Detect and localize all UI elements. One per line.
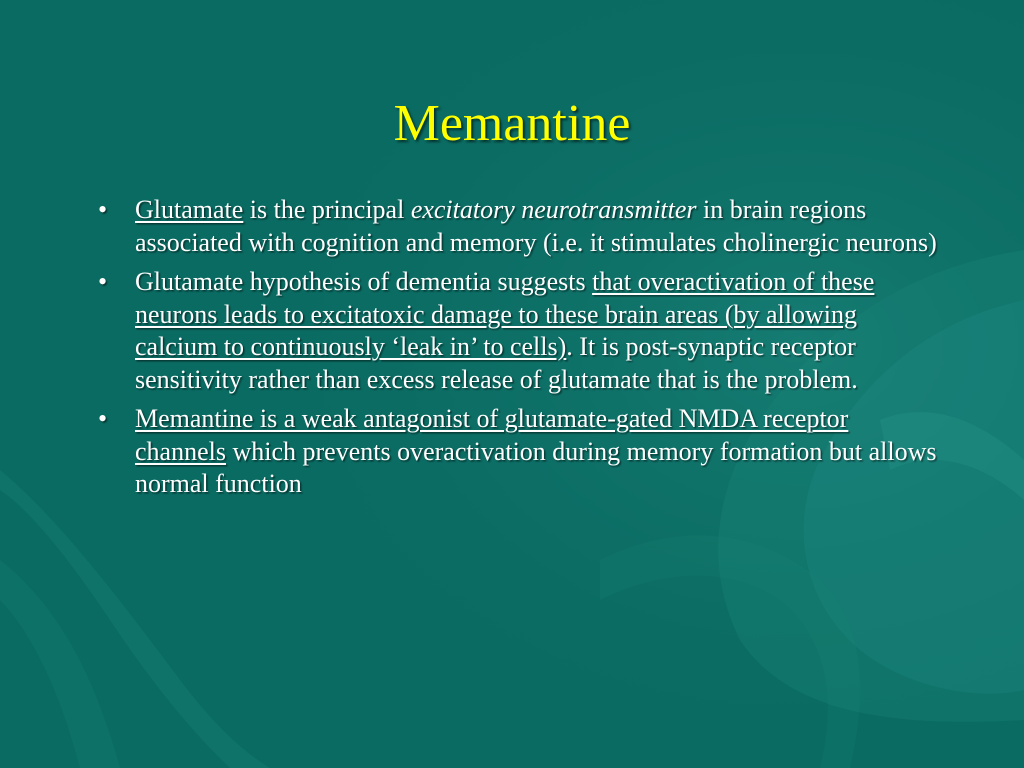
bullet-list: [98, 194, 938, 508]
bullet-item: [98, 403, 938, 501]
bullet-dot-icon: •: [98, 195, 108, 224]
bullet-text-segment: excitatory neurotransmitter: [410, 195, 697, 224]
bullet-text-segment: Glutamate hypothesis of dementia suggests: [135, 267, 593, 296]
bullet-text-segment: Glutamate: [135, 195, 244, 224]
bullet-text-segment: . It is post-synaptic receptor sensitivity rather than excess release of glutamate that is the problem.: [135, 332, 858, 394]
bullet-text-segment: that overactivation of these neurons leads to excitatoxic damage to these brain areas (by allowing calcium to continuously ‘leak in’ to cells): [135, 267, 875, 361]
bullet-item: [98, 266, 938, 396]
bullet-dot-icon: •: [98, 404, 108, 433]
bullet-dot-icon: •: [98, 267, 108, 296]
bullet-text-segment: is the principal: [243, 195, 411, 224]
bullet-text-segment: in brain regions associated with cognition and memory (i.e. it stimulates cholinergic neurons): [135, 195, 937, 257]
bullet-item: [98, 194, 938, 259]
bullet-text-segment: Memantine is a weak antagonist of glutamate-gated NMDA receptor channels: [135, 404, 849, 466]
bullet-text-segment: which prevents overactivation during memory formation but allows normal function: [135, 436, 937, 498]
slide-title: Memantine: [393, 95, 631, 152]
